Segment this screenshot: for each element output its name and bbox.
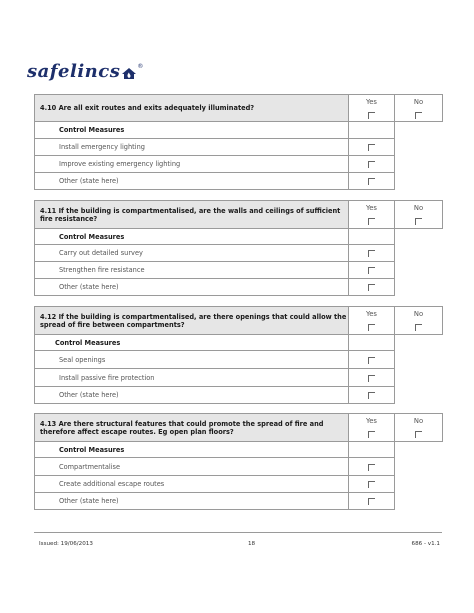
page-number: 18	[248, 541, 256, 547]
yes-column	[349, 95, 395, 122]
control-option: Other (state here)	[35, 493, 349, 510]
option-checkbox[interactable]	[368, 392, 375, 399]
control-measures-heading: Control Measures	[35, 442, 349, 458]
control-option: Seal openings	[35, 351, 349, 369]
control-measures-heading: Control Measures	[35, 122, 349, 139]
yes-column	[349, 201, 395, 229]
yes-label: Yes	[366, 417, 377, 425]
house-flame-icon	[121, 66, 137, 80]
control-option: Compartmentalise	[35, 458, 349, 476]
yes-column	[349, 307, 395, 335]
issued-date: Issued: 19/06/2013	[39, 541, 93, 547]
option-checkbox[interactable]	[368, 284, 375, 291]
no-label: No	[413, 98, 424, 106]
safelincs-logo	[27, 60, 143, 82]
no-label: No	[413, 310, 424, 318]
control-option: Carry out detailed survey	[35, 245, 349, 262]
question-text: 4.13 Are there structural features that could promote the spread of fire and therefore affect escape routes. Eg open plan floors?	[35, 414, 349, 442]
question-block	[34, 200, 443, 296]
yes-label: Yes	[366, 98, 377, 106]
option-checkbox[interactable]	[368, 375, 375, 382]
no-checkbox[interactable]	[415, 324, 422, 331]
no-column	[395, 414, 443, 442]
question-block	[34, 306, 443, 404]
yes-checkbox[interactable]	[368, 218, 375, 225]
control-option: Other (state here)	[35, 173, 349, 190]
control-option: Improve existing emergency lighting	[35, 156, 349, 173]
document-version: 686 - v1.1	[411, 541, 440, 547]
no-column	[395, 307, 443, 335]
option-checkbox[interactable]	[368, 464, 375, 471]
question-block	[34, 413, 443, 510]
no-checkbox[interactable]	[415, 218, 422, 225]
control-option: Other (state here)	[35, 387, 349, 404]
yes-label: Yes	[366, 310, 377, 318]
question-text: 4.12 If the building is compartmentalised, are there openings that could allow the spread of fire between compartments?	[35, 307, 349, 335]
option-checkbox[interactable]	[368, 498, 375, 505]
question-text: 4.11 If the building is compartmentalised, are the walls and ceilings of sufficient fire resistance?	[35, 201, 349, 229]
option-checkbox[interactable]	[368, 178, 375, 185]
control-measures-heading: Control Measures	[35, 229, 349, 245]
yes-label: Yes	[366, 204, 377, 212]
control-option: Install passive fire protection	[35, 369, 349, 387]
page-footer	[34, 532, 442, 547]
option-checkbox[interactable]	[368, 267, 375, 274]
no-label: No	[413, 417, 424, 425]
yes-checkbox[interactable]	[368, 112, 375, 119]
question-block	[34, 94, 443, 190]
logo-wordmark: safelincs	[27, 61, 121, 82]
option-checkbox[interactable]	[368, 144, 375, 151]
no-column	[395, 201, 443, 229]
control-measures-heading: Control Measures	[35, 335, 349, 351]
option-checkbox[interactable]	[368, 481, 375, 488]
yes-column	[349, 414, 395, 442]
yes-checkbox[interactable]	[368, 324, 375, 331]
option-checkbox[interactable]	[368, 250, 375, 257]
no-column	[395, 95, 443, 122]
control-option: Other (state here)	[35, 279, 349, 296]
no-checkbox[interactable]	[415, 112, 422, 119]
no-label: No	[413, 204, 424, 212]
question-text: 4.10 Are all exit routes and exits adequately illuminated?	[35, 95, 349, 122]
no-checkbox[interactable]	[415, 431, 422, 438]
registered-mark: ®	[137, 63, 144, 70]
option-checkbox[interactable]	[368, 161, 375, 168]
yes-checkbox[interactable]	[368, 431, 375, 438]
control-option: Create additional escape routes	[35, 476, 349, 493]
control-option: Strengthen fire resistance	[35, 262, 349, 279]
control-option: Install emergency lighting	[35, 139, 349, 156]
option-checkbox[interactable]	[368, 357, 375, 364]
